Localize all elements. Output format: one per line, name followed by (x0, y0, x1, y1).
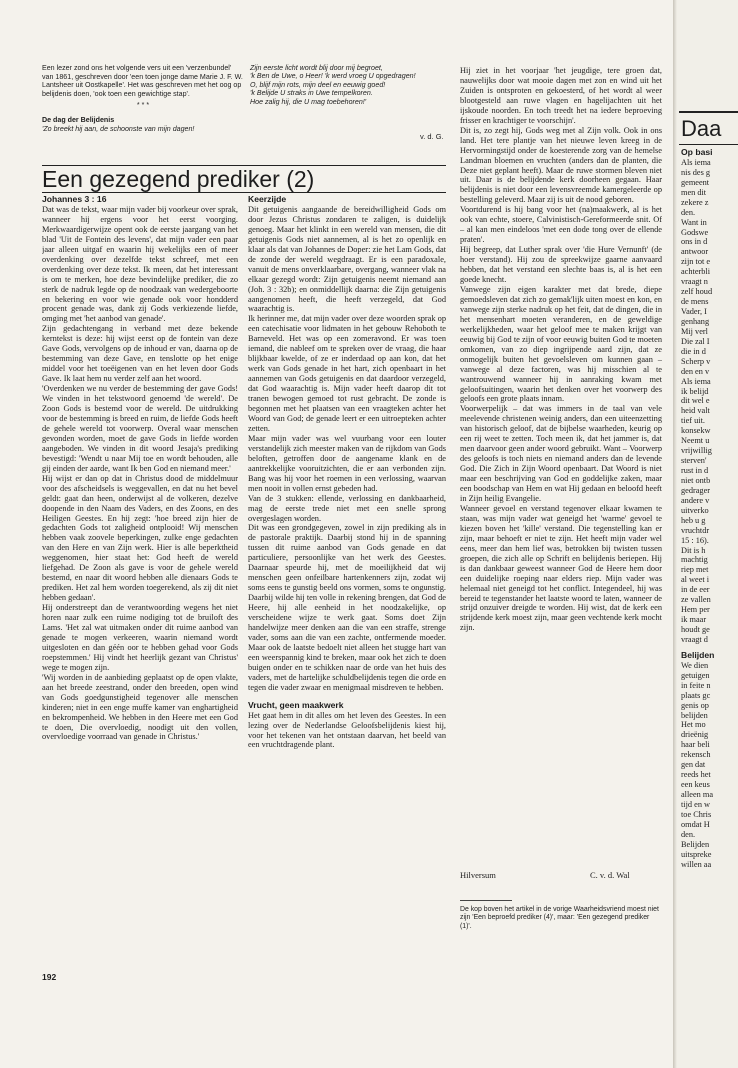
next-line: niet ontb (681, 475, 711, 485)
next-line: Als iema (681, 157, 711, 167)
article-column-2 (248, 195, 446, 970)
next-line: den en v (681, 366, 710, 376)
next-line: konsekw (681, 426, 711, 436)
footnote-rule (460, 900, 512, 901)
next-line: reeds het (681, 770, 711, 780)
next-line: willen aa (681, 859, 712, 869)
next-line: We dien (681, 660, 709, 670)
next-line: Dit is h (681, 545, 706, 555)
next-line: Het mo (681, 720, 706, 730)
col3-paragraph: Wanneer gevoel en verstand tegenover elkaar kwamen te staan, was mijn vader wat geneigd het 'warme' gevoel te kiezen boven het 'kille' verstand. Die tegenstelling kan er zijn, maar behoeft er niet te zijn. Het heeft mijn vader wel eens, meer dan hem lief was, betrokken bij twisten tussen groepen, die zich alle op Schrift en belijdenis beriepen. Hij is dan dankbaar geweest wanneer God de Heere hem door een duidelijke roeping naar elders riep. Mijn vader was helemaal niet geneigd tot het conflict. Integendeel, hij was bereid te tegenstander het laatste woord te laten, wanneer de strijd onzuiver dreigde te worden. Hij wist, dat de kerk een strijdende kerk moest zijn, maar geen vechtende kerk mocht zijn. (460, 503, 662, 633)
col1-paragraph: Hij wijst er dan op dat in Christus dood de middelmuur voor des afscheidsels is weggevallen, en dat nu het bevel geldt: gaat dan heen, onderwijst al de volkeren, dezelve doopende in den Naam des Vaders, en des Zoons, en des Heiligen Geestes. En hij zegt: 'hoe breed zijn hier de gedachten Gods tot zaligheid ontplooid! Wij menschen hebben vaak zoovele beperkingen, zulke enge gedachten van den Here en van Zijn werk. Hier is alle beperktheid weggenomen, hier staat het: God heeft de wereld liefgehad. De Zoon als gave is voor de gehele wereld bestemd, en naar dit woord hebben alle dienaars Gods te prediken. Het zal hem worden toegerekend, als zij dit niet hebben gedaan'. (42, 473, 238, 603)
poem-line-6: Hoe zalig hij, die U mag toebehoren!' (250, 97, 367, 106)
facing-page (673, 0, 738, 1068)
col2-paragraph: Maar mijn vader was wel vuurbang voor een louter verstandelijk zich meester maken van de rijkdom van Gods beloften, getroffen door de aangename klank en de aantrekkelijke vooruitzichten, die er aan verbonden zijn. Bang was hij voor het roemen in een verlossing, waarvan men nooit in vollen ernst gebeden had. (248, 433, 446, 493)
poem-block (250, 64, 450, 106)
next-line: antwoor (681, 247, 709, 257)
next-line: ik belijd (681, 386, 709, 396)
next-line: alleen ma (681, 790, 714, 799)
next-article-column (681, 148, 738, 870)
col3-paragraph: Hij begreep, dat Luther sprak over 'die Hure Vernunft' (de hoer verstand). Hij zou de spreekwijze gaarne aanvaard hebben, dat het verstand een slechte baas is, al is het een goede knecht. (460, 245, 662, 285)
poem-title: De dag der Belijdenis (42, 115, 115, 124)
col3-paragraph: Hij ziet in het voorjaar 'het jeugdige, tere groen dat, nauwelijks door wat mooie dagen met zon en wind uit het Zuiden is ontsproten en gekoesterd, of het wordt al weer blootgesteld aan ruwe vlagen en hagelijachten uit het ijskoude noorden. En toch treedt het na iedere beproeving frisser en krachtiger te voorschijn'. (460, 66, 662, 125)
next-line: Hem per (681, 605, 710, 615)
next-line: genis op (681, 700, 709, 710)
next-line: machtig (681, 555, 708, 565)
next-title-rule (679, 111, 738, 113)
next-line: tijd en w (681, 799, 711, 809)
next-line: Want in (681, 217, 707, 227)
next-line: riep met (681, 565, 709, 575)
next-line: uitspreke (681, 849, 712, 859)
article-place: Hilversum (460, 870, 496, 880)
col3-paragraph: Dit is, zo zegt hij, Gods weg met al Zijn volk. Ook in ons land. Het tere plantje van het nieuwe leven kreeg in de Hervormingstijd onder de koesterende zorg van de hemelse Landman bloemen en vruchten (anders dan de planten, die Deze niet geplant heeft). Maar de ruwe stormen bleven niet uit. Daar is de belijdende kerk doorheen gegaan. Haar belijdenis is niet door een levensvreemde kamergeleerde op bestelling geleverd. Maar zij is uit de nood geboren. (460, 125, 662, 205)
next-line: plaats gc (681, 690, 711, 700)
col1-paragraph: Zijn gedachtengang in verband met deze bekende kerntekst is deze: hij wijst eerst op de fontein van deze Gave Gods, vervolgens op de inhoud er van, daarna op de bestemming van deze Gave, en tenslotte op het enige middel voor het toeëigenen van en het leven door Gods Gave. Ik laat hem nu verder zelf aan het woord. (42, 324, 238, 384)
next-line: belijden (681, 710, 708, 720)
page-gutter (673, 0, 677, 1068)
article-column-3 (460, 66, 662, 856)
next-line: 15 : 16). (681, 535, 709, 545)
poem-line-5: 'k Belijde U straks in Uwe tempelkoren. (250, 89, 373, 98)
next-line: een keus (681, 780, 710, 790)
next-line: genhang (681, 316, 710, 326)
next-line: de mens (681, 297, 709, 307)
col3-paragraph: Voortdurend is hij bang voor het (na)maakwerk, al is het ook van echte, stoere, Calvinistisch-Gereformeerde snit. Of – al kan men eindeloos 'met een dode tong over de ellende praten'. (460, 205, 662, 245)
next-article-title: Daa (681, 116, 722, 141)
col1-paragraph: Dat was de tekst, waar mijn vader bij voorkeur over sprak, wanneer hij ergens voor het eerst voorging. Merkwaardigerwijze opent ook de eerste jaargang van het blad 'Uit de Fontein des levens', dat mijn vader een paar jaar alleen uitgaf en waarin hij wekelijks een of meer overdenking over dezelfde tekst schreef, met een overdenking over deze tekst. Ik meen, dat het interessant is om te merken, hoe deze bevindelijke prediker, die zo sterk de nadruk legde op de noodzaak van wedergeboorte en bekering en voor wie genade ook voor hondderd procent genade was, dank zij Gods verkiezende liefde, omging met 'het aanbod van genade'. (42, 204, 238, 324)
poem-signature: v. d. G. (420, 132, 444, 141)
intro-paragraph: Een lezer zond ons het volgende vers uit een 'verzenbundel' van 1861, geschreven door 'een toen jonge dame Marie J. F. W. Lantsheer uit Oostkapelle'. Het was geschreven met het oog op belijdenis doen, 'ook toen een gewichtige stap'. (42, 64, 243, 98)
next-line: Neemt u (681, 436, 710, 446)
intro-note (42, 64, 244, 133)
poem-line-1: 'Zo breekt hij aan, de schoonste van mijn dagen! (42, 124, 195, 133)
next-line: vraagt n (681, 277, 708, 287)
next-line: den. (681, 207, 696, 217)
poem-line-3: 'k Ben de Uwe, o Heer! 'k werd vroeg U opgedragen! (250, 72, 416, 81)
intro-stars: * * * (136, 101, 150, 110)
next-line: toe Chris (681, 809, 712, 819)
col1-paragraph: Hij onderstreept dan de verantwoording wegens het niet horen naar zulk een ruime nodiging tot de bruiloft des Lams. 'Het zal wat uitmaken onder dit ruime aanbod van genade te mogen verkeeren, waarin niemand wordt uitgesloten en dan géén oor te hebben gehad voor Gods roepstemmen.' Hij vindt het heerlijk gezant van Christus' wege te mogen zijn. (42, 603, 238, 672)
next-line: tief uit. (681, 416, 705, 426)
footnote: De kop boven het artikel in de vorige Waarheidsvriend moest niet zijn 'Een beproefd prediker (4)', maar: 'Een gezegend prediker (1)'. (460, 906, 659, 930)
next-line: gedrager (681, 485, 711, 495)
poem-line-2: Zijn eerste licht wordt blij door mij begroet, (250, 64, 383, 72)
next-line: ik maar (681, 615, 707, 625)
next-line: uitverko (681, 505, 709, 515)
article-column-1 (42, 195, 238, 967)
next-line: dit wel e (681, 396, 710, 406)
next-line: ons in d (681, 237, 708, 247)
page-number: 192 (42, 972, 57, 982)
next-line: in de eer (681, 585, 710, 595)
next-line: achterbli (681, 267, 711, 277)
next-line: Vader, I (681, 307, 707, 316)
next-line: omdat H (681, 819, 710, 829)
next-line: rust in d (681, 466, 709, 475)
title-rule-bottom (42, 192, 446, 193)
next-line: sterven' (681, 456, 707, 466)
section-heading: Keerzijde (248, 195, 287, 204)
next-heading-2: Belijden (681, 649, 715, 660)
next-line: heid valt (681, 406, 710, 416)
col2-paragraph: Dit was een grondgegeven, zowel in zijn prediking als in de pastorale praktijk. Daarbij stond hij in de spanning tussen dit ruime aanbod van Gods genade en dat particuliere, persoonlijke van het werk des Geestes. Daarnaar speurde hij, met de moeilijkheid dat wij menschen geen onfeilbare hartenkenners zijn, zodat wij soms eens te gunstig beeld ons vormen, soms te ongunstig. Daarbij wilde hij ten volle in rekening brengen, dat God de Heere, hij alle eenheid in het noodzakelijke, op verscheidene wijze te werk gaat. Soms doet Zijn handelwijze meer denken aan die van een straffe, strenge vader, soms aan die van een zachte, ontfermende moeder. Maar ook de laatste bedoelt niet alleen het stugge hart van een weerspannig kind te breken, maar ook het zich te doen buigen onder en te schikken naar de orde van het huis des vaders, met de hartelijke schuldbelijdenis tegen die orde en tegen die vader zwaar en menigmaal misdreven te hebben. (248, 523, 446, 692)
next-line: men dit (681, 187, 707, 197)
next-line: den. (681, 829, 696, 839)
next-line: nis des g (681, 167, 711, 177)
article-author: C. v. d. Wal (590, 870, 630, 880)
next-line: zelf houd (681, 287, 713, 297)
col2-paragraph: Ik herinner me, dat mijn vader over deze woorden sprak op een catechisatie voor lidmaten in het gebouw Rehoboth te Barneveld. Het was op een zomeravond. Er was toen iemand, die nableef om te spreken over de vraag, die haar blijkbaar kwelde, of ze er inderdaad op aan kon, dat het werk van Gods genade in het hart, zich openbaart in het aannemen van Gods getuigenis en dat daardoor verzegeld, dat God waarachtig is. Mijn vader heeft daarop dit tot tranen bewogen gemoed tot rust gebracht. De zonde is begonnen met het plaatsen van een vraagteken achter het Woord van God; de genade leert er een uitroepteken achter zetten. (248, 314, 446, 433)
next-line: Die zal I (681, 336, 710, 346)
next-title-rule-bottom (679, 144, 738, 145)
col2-paragraph: Het gaat hem in dit alles om het leven des Geestes. In een lezing over de Nederlandse Geloofsbelijdenis kiest hij, voor het tekenen van het ontstaan daarvan, het beeld van een vruchtdragende plant. (248, 710, 446, 750)
col3-paragraph: Vanwege zijn eigen karakter met dat brede, diepe gemoedsleven dat zich zo gemak'lijk uiten moest en kon, en vanwege zijn sterke nadruk op het feit, dat de dingen, die in het mensenhart moeten veranderen, en de geweldige werkelijkheden, waar het geloof mee te maken krijgt van eeuwig bij God te zijn of voor eeuwig buiten God te moeten omkomen, van zo diep ingrijpende aard zijn, dat ze onmogelijk buiten het gevoelsleven om kunnen gaan – vanwege al deze factoren, was hij misschien al te wantrouwend wanneer hij in aanraking kwam met geloofsuitingen, waarin het denken over het voorwerp des geloofs een grote plaats innam. (460, 284, 662, 404)
section-heading: Vrucht, geen maakwerk (248, 699, 344, 710)
col2-paragraph: Dit getuigenis aangaande de bereidwilligheid Gods om door Jezus Christus zondaren te zaligen, is duidelijk genoeg. Maar het klinkt in een wereld van mensen, die dit getuigenis Gods niet aannemen, al is het zo openlijk en klaar als dat van Johannes de Doper: zie het Lam Gods, dat de zonde der wereld wegdraagt. Er is een paradoxale, vanuit de mens onverklaarbare, overgang, wanneer vlak na elkaar gezegd wordt: Zijn getuigenis neemt niemand aan (Joh. 3 : 32b); en onmiddellijk daarna: die Zijn getuigenis aangenomen heeft, die heeft verzegeld, dat God waarachtig is. (248, 204, 446, 314)
col3-paragraph: Voorwerpelijk – dat was immers in de taal van vele meelevende christenen weinig anders, dan een uiteenzetting van historisch geloof, dat de bijbelse waarheden, keurig op een rij weet te zetten. Toch meen ik, dat het jammer is, dat men daarvoor geen ander woord gebruikt. Want – Voorwerp des geloofs is toch niets en niemand anders dan de levende God. Die Zich in Zijn Woord openbaart. Dat Woord is niet maar een beschrijving van God en goddelijke zaken, maar een boodschap van Hem en wat Hij gedaan en beloofd heeft in Zijn heilig Evangelie. (460, 404, 662, 503)
next-line: vrijwillig (681, 446, 712, 456)
poem-line-4: O, blijf mijn rots, mijn deel en eeuwig goed! (250, 80, 386, 89)
next-line: Scherp v (681, 356, 711, 366)
next-line: Godswe (681, 227, 709, 237)
next-line: in feite n (681, 680, 711, 690)
next-line: getuigen (681, 670, 710, 680)
next-line: ze vallen (681, 595, 711, 605)
next-line: houdt ge (681, 625, 710, 634)
next-line: gemeent (681, 177, 710, 187)
next-line: zekere z (681, 197, 709, 207)
next-line: zijn tot e (681, 257, 711, 267)
next-line: vraagt d (681, 634, 708, 644)
article-title: Een gezegend prediker (2) (42, 166, 315, 192)
next-line: heb u g (681, 515, 706, 525)
next-line: die in d (681, 346, 706, 356)
next-line: rekensch (681, 750, 711, 760)
next-line: Als iema (681, 376, 711, 386)
next-line: Belijden (681, 839, 710, 849)
col1-paragraph: 'Overdenken we nu verder de bestemming der gave Gods! We vinden in het tekstwoord genoemd 'de wereld'. De Zoon Gods is bestemd voor de wereld. De uitdrukking voor de bestemming is breed en ruim, de liefde Gods heeft de gehele wereld tot voorwerp. Overal waar menschen gevonden worden, moet de gave Gods in liefde worden aangeboden. We vinden in dit woord Jesaja's prediking bevestigd: 'Wendt u naar Mij toe en wordt behouden, alle gij einden der aarde, want Ik ben God en niemand meer.' (42, 384, 238, 473)
next-line: gen dat (681, 760, 706, 770)
next-line: andere v (681, 495, 710, 505)
next-line: drieënig (681, 730, 709, 740)
next-line: al weet i (681, 575, 710, 585)
next-line: Mij verl (681, 326, 708, 336)
article-subtitle: Johannes 3 : 16 (42, 195, 107, 204)
next-line: vruchtdr (681, 525, 710, 535)
col1-paragraph: 'Wij worden in de aanbieding geplaatst op de open vlakte, aan het breede zeestrand, onder den breeden, open wind van Gods goedgunstigheid tegenover alle menschen kinderen; niet in een enge muffe kamer van enghartigheid en bekrompenheid. We hebben in den Heere met een God te doen, Die overvloedig, noodigt uit den vollen, overvloedige voorraad van genade in Christus.' (42, 672, 238, 742)
col2-paragraph: Van de 3 stukken: ellende, verlossing en dankbaarheid, mag de eerste trede niet met een snelle sprong overgeslagen worden. (248, 493, 446, 523)
next-line: haar beli (681, 740, 710, 750)
next-heading: Op basi (681, 148, 713, 157)
